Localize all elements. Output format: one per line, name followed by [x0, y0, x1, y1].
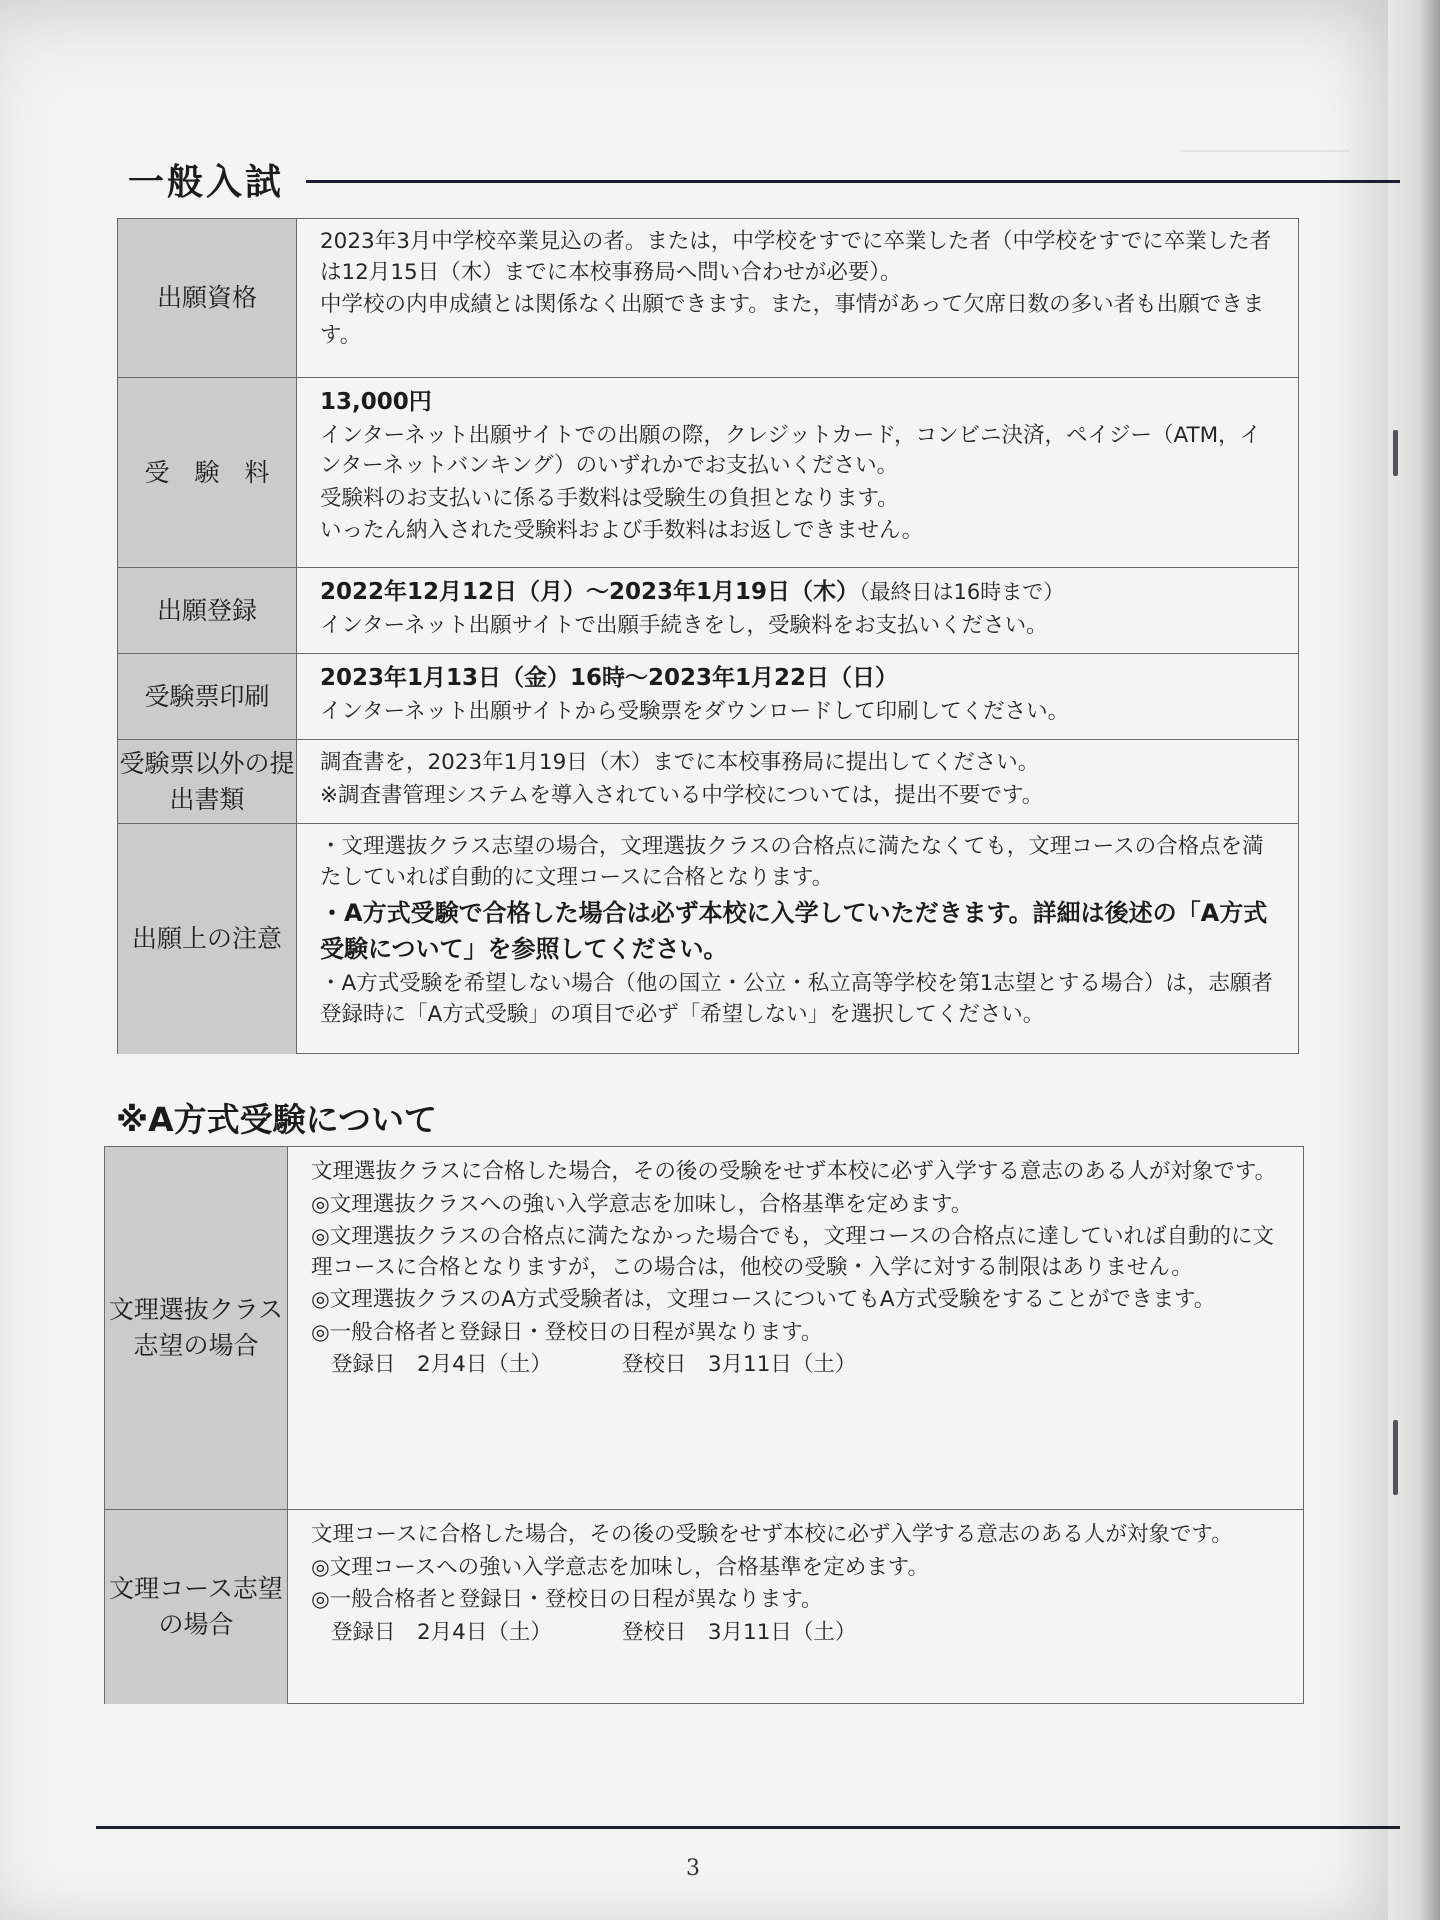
text-line: 中学校の内申成績とは関係なく出願できます。また，事情があって欠席日数の多い者も出願できます。 — [320, 292, 1265, 348]
table-row — [105, 1509, 1303, 1704]
text-line: インターネット出願サイトでの出願の際，クレジットカード，コンビニ決済，ペイジー（ATM，インターネットバンキング）のいずれかでお支払いください。 — [320, 422, 1262, 479]
text-line: 受験料のお支払いに係る手数料は受験生の負担となります。 — [320, 485, 899, 511]
show-through-shadow — [1180, 150, 1350, 172]
row-label: 出願登録 — [118, 568, 297, 654]
table-row — [118, 653, 1298, 740]
general-exam-table — [117, 218, 1299, 1054]
date-line — [311, 1350, 1285, 1381]
row-content — [298, 219, 1298, 377]
period-note: （最終日は16時まで） — [859, 580, 1065, 604]
text-line: ※調査書管理システムを導入されている中学校については，提出不要です。 — [320, 782, 1044, 808]
text-line: インターネット出願サイトから受験票をダウンロードして印刷してください。 — [320, 698, 1070, 724]
school-date: 登校日 3月11日（土） — [621, 1352, 857, 1378]
note-text: ・A方式受験を希望しない場合（他の国立・公立・私立高等学校を第1志望とする場合）は，志願者登録時に「A方式受験」の項目で必ず「希望しない」を選択してください。 — [320, 971, 1273, 1027]
row-content — [298, 740, 1298, 824]
text-line: ◎文理選抜クラスの合格点に満たなかった場合でも，文理コースの合格点に達していれば自動的に文理コースに合格となりますが，この場合は，他校の受験・入学に対する制限はありません。 — [311, 1224, 1275, 1280]
note-text: ・文理選抜クラス志望の場合，文理選抜クラスの合格点に満たなくても，文理コースの合格点を満たしていれば自動的に文理コースに合格となります。 — [320, 834, 1264, 890]
text-line: 文理コースに合格した場合，その後の受験をせず本校に必ず入学する意志のある人が対象です。 — [311, 1522, 1233, 1547]
table-row — [118, 377, 1298, 568]
title-rule — [306, 180, 1400, 183]
table-row — [105, 1147, 1303, 1509]
staple-mark — [1393, 1420, 1398, 1495]
next-page-edge — [1388, 0, 1440, 1920]
section-title-general-exam: 一般入試 — [128, 161, 285, 203]
date-line — [311, 1618, 1285, 1649]
fee-amount: 13,000円 — [320, 389, 432, 415]
row-label: 文理コース志望の場合 — [105, 1510, 288, 1704]
page-number: 3 — [686, 1856, 700, 1881]
table-row — [118, 567, 1298, 654]
text-line: 2023年3月中学校卒業見込の者。または，中学校をすでに卒業した者（中学校をすでに卒業した者は12月15日（木）までに本校事務局へ問い合わせが必要）。 — [320, 229, 1272, 285]
row-label: 受 験 料 — [118, 378, 297, 568]
row-content — [298, 824, 1298, 1054]
period-text: 2023年1月13日（金）16時～2023年1月22日（日） — [320, 665, 899, 691]
note-text-emphasis: ・A方式受験で合格した場合は必ず本校に入学していただきます。詳細は後述の「A方式受験について」を参照してください。 — [320, 899, 1268, 964]
text-line: いったん納入された受験料および手数料はお返しできません。 — [320, 518, 924, 544]
row-label: 出願資格 — [118, 219, 297, 377]
row-label: 受験票以外の提出書類 — [118, 740, 297, 824]
period-text: 2022年12月12日（月）～2023年1月19日（木） — [320, 579, 860, 605]
section-title-a-method: ※A方式受験について — [116, 1100, 437, 1139]
text-line: インターネット出願サイトで出願手続きをし，受験料をお支払いください。 — [320, 612, 1048, 638]
a-method-table — [104, 1146, 1304, 1704]
row-content — [298, 378, 1298, 568]
row-content — [289, 1510, 1303, 1704]
text-line: 調査書を，2023年1月19日（木）までに本校事務局に提出してください。 — [320, 750, 1040, 775]
row-label: 文理選抜クラス志望の場合 — [105, 1147, 288, 1509]
text-line: 文理選抜クラスに合格した場合，その後の受験をせず本校に必ず入学する意志のある人が対象です。 — [311, 1159, 1277, 1184]
row-content — [298, 568, 1298, 654]
registration-date: 登録日 2月4日（土） — [331, 1619, 552, 1645]
school-date: 登校日 3月11日（土） — [621, 1619, 857, 1645]
text-line: ◎文理コースへの強い入学意志を加味し，合格基準を定めます。 — [311, 1554, 929, 1580]
registration-date: 登録日 2月4日（土） — [331, 1352, 552, 1378]
row-content — [298, 654, 1298, 740]
text-line: ◎文理選抜クラスのA方式受験者は，文理コースについてもA方式受験をすることができます。 — [311, 1287, 1216, 1313]
row-label: 出願上の注意 — [118, 824, 297, 1054]
text-line: ◎一般合格者と登録日・登校日の日程が異なります。 — [311, 1319, 823, 1345]
row-content — [289, 1147, 1303, 1509]
text-line: ◎一般合格者と登録日・登校日の日程が異なります。 — [311, 1587, 823, 1613]
text-line: ◎文理選抜クラスへの強い入学意志を加味し，合格基準を定めます。 — [311, 1191, 973, 1217]
row-label: 受験票印刷 — [118, 654, 297, 740]
table-row — [118, 823, 1298, 1054]
footer-rule — [96, 1826, 1400, 1829]
table-row — [118, 219, 1298, 377]
staple-mark — [1393, 430, 1398, 476]
table-row — [118, 739, 1298, 824]
